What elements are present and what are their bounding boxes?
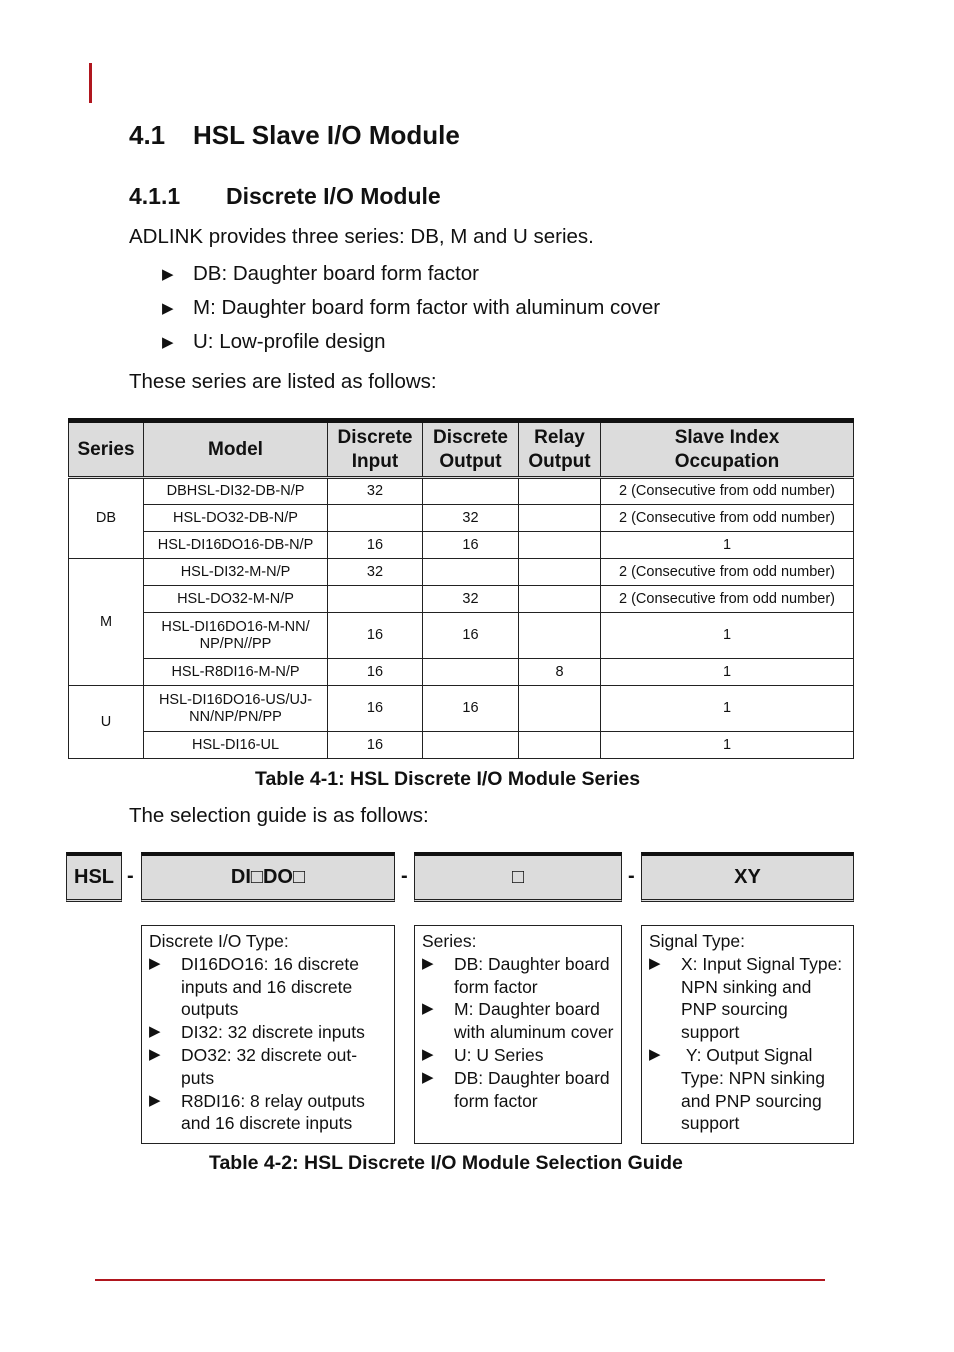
do-cell <box>423 478 519 505</box>
right-triangle-icon: ▶ <box>149 1023 161 1041</box>
do-cell: 32 <box>423 505 519 532</box>
list-item: ▶ Y: Output Signal Type: NPN sinking and PNP sourcing support <box>649 1044 830 1134</box>
series-bullet-list <box>162 262 660 364</box>
do-cell <box>423 559 519 586</box>
model-cell: HSL-DI16DO16-M-NN/ NP/PN//PP <box>144 613 328 659</box>
right-triangle-icon: ▶ <box>422 1000 434 1018</box>
list-item: ▶ DB: Daughter board form factor <box>422 953 610 997</box>
list-item: ▶ M: Daughter board form factor with aluminum cover <box>162 296 661 319</box>
model-cell: HSL-DI16DO16-US/UJ- NN/NP/PN/PP <box>144 686 328 732</box>
di-cell <box>328 505 423 532</box>
slave-cell: 1 <box>601 532 854 559</box>
do-cell: 32 <box>423 586 519 613</box>
right-triangle-icon: ▶ <box>422 1068 434 1086</box>
page-corner-mark <box>89 63 92 103</box>
slave-cell: 1 <box>601 732 854 759</box>
relay-cell <box>519 532 601 559</box>
table-row <box>69 532 854 559</box>
do-cell <box>423 732 519 759</box>
di-cell: 16 <box>328 686 423 732</box>
table2-caption: Table 4-2: HSL Discrete I/O Module Selection Guide <box>209 1152 683 1174</box>
slave-cell: 2 (Consecutive from odd number) <box>601 505 854 532</box>
selection-box-series: □ <box>414 852 622 902</box>
header-discrete-input: Discrete Input <box>328 421 423 478</box>
table-row <box>69 505 854 532</box>
list-item: ▶ U: U Series <box>422 1044 544 1065</box>
table-row <box>69 478 854 505</box>
di-cell: 32 <box>328 559 423 586</box>
header-discrete-output: Discrete Output <box>423 421 519 478</box>
di-cell: 16 <box>328 613 423 659</box>
table-row <box>69 686 854 732</box>
list-item: ▶ R8DI16: 8 relay outputs and 16 discrete inputs <box>149 1090 365 1134</box>
relay-cell: 8 <box>519 659 601 686</box>
do-cell: 16 <box>423 532 519 559</box>
list-item: ▶ DB: Daughter board form factor <box>162 262 479 285</box>
series-cell: DB <box>69 478 144 559</box>
series-cell: M <box>69 559 144 686</box>
selection-box-io-type: DI□DO□ <box>141 852 395 902</box>
table-row <box>69 732 854 759</box>
di-cell: 16 <box>328 659 423 686</box>
list-item: ▶ X: Input Signal Type: NPN sinking and PNP sourcing support <box>649 953 843 1043</box>
relay-cell <box>519 559 601 586</box>
table-header-row <box>69 421 854 478</box>
header-model: Model <box>144 421 328 478</box>
table1-caption: Table 4-1: HSL Discrete I/O Module Series <box>255 768 641 790</box>
list-item: ▶ DB: Daughter board form factor <box>422 1067 610 1111</box>
model-cell: HSL-DI32-M-N/P <box>144 559 328 586</box>
right-triangle-icon: ▶ <box>162 334 174 351</box>
right-triangle-icon: ▶ <box>149 1045 161 1063</box>
slave-cell: 1 <box>601 613 854 659</box>
model-cell: HSL-DI16DO16-DB-N/P <box>144 532 328 559</box>
di-cell <box>328 586 423 613</box>
relay-cell <box>519 586 601 613</box>
signal-type-description: Signal Type: ▶ X: Input Signal Type: NPN sinking and PNP sourcing support ▶ Y: Output Signal Type: NPN sinking and PNP sourcing support <box>641 925 854 1144</box>
model-cell: HSL-DO32-DB-N/P <box>144 505 328 532</box>
slave-cell: 1 <box>601 686 854 732</box>
table-row <box>69 559 854 586</box>
list-item: ▶ DI16DO16: 16 discrete inputs and 16 discrete outputs <box>149 953 360 1020</box>
relay-cell <box>519 732 601 759</box>
list-item: ▶ U: Low-profile design <box>162 330 386 353</box>
header-slave-index: Slave Index Occupation <box>601 421 854 478</box>
list-item: ▶ M: Daughter board with aluminum cover <box>422 999 614 1043</box>
relay-cell <box>519 613 601 659</box>
slave-cell: 1 <box>601 659 854 686</box>
section-heading: 4.1 HSL Slave I/O Module <box>129 120 460 150</box>
right-triangle-icon: ▶ <box>422 1045 434 1063</box>
io-type-description: Discrete I/O Type: ▶ DI16DO16: 16 discrete inputs and 16 discrete outputs ▶ DI32: 32 discrete inputs ▶ DO32: 32 discrete out-puts ▶ R8DI16: 8 relay outputs and 16 discrete inputs <box>141 925 395 1144</box>
di-cell: 32 <box>328 478 423 505</box>
right-triangle-icon: ▶ <box>162 266 174 283</box>
right-triangle-icon: ▶ <box>649 954 661 972</box>
header-relay-output: Relay Output <box>519 421 601 478</box>
selection-dash: - <box>628 865 635 887</box>
table-row <box>69 659 854 686</box>
di-cell: 16 <box>328 732 423 759</box>
selection-dash: - <box>401 865 408 887</box>
list-item: ▶ DO32: 32 discrete out-puts <box>149 1044 358 1088</box>
table-row <box>69 586 854 613</box>
relay-cell <box>519 686 601 732</box>
do-cell: 16 <box>423 686 519 732</box>
table-row <box>69 613 854 659</box>
header-series: Series <box>69 421 144 478</box>
right-triangle-icon: ▶ <box>149 954 161 972</box>
series-table <box>68 418 854 759</box>
model-cell: HSL-R8DI16-M-N/P <box>144 659 328 686</box>
list-intro-paragraph: These series are listed as follows: <box>129 370 437 393</box>
do-cell <box>423 659 519 686</box>
slave-cell: 2 (Consecutive from odd number) <box>601 478 854 505</box>
right-triangle-icon: ▶ <box>649 1045 661 1063</box>
relay-cell <box>519 505 601 532</box>
model-cell: HSL-DI16-UL <box>144 732 328 759</box>
right-triangle-icon: ▶ <box>162 300 174 317</box>
di-cell: 16 <box>328 532 423 559</box>
right-triangle-icon: ▶ <box>149 1091 161 1109</box>
intro-paragraph: ADLINK provides three series: DB, M and U series. <box>129 225 594 248</box>
slave-cell: 2 (Consecutive from odd number) <box>601 586 854 613</box>
footer-rule <box>95 1279 825 1281</box>
relay-cell <box>519 478 601 505</box>
selection-intro-paragraph: The selection guide is as follows: <box>129 804 429 827</box>
selection-dash: - <box>127 865 134 887</box>
subsection-heading: 4.1.1 Discrete I/O Module <box>129 183 441 209</box>
do-cell: 16 <box>423 613 519 659</box>
series-description: Series: ▶ DB: Daughter board form factor ▶ M: Daughter board with aluminum cover ▶ U: U Series ▶ DB: Daughter board form factor <box>414 925 622 1144</box>
right-triangle-icon: ▶ <box>422 954 434 972</box>
model-cell: DBHSL-DI32-DB-N/P <box>144 478 328 505</box>
selection-box-hsl: HSL <box>66 852 122 902</box>
slave-cell: 2 (Consecutive from odd number) <box>601 559 854 586</box>
series-cell: U <box>69 686 144 759</box>
model-cell: HSL-DO32-M-N/P <box>144 586 328 613</box>
list-item: ▶ DI32: 32 discrete inputs <box>149 1022 365 1043</box>
selection-box-signal: XY <box>641 852 854 902</box>
